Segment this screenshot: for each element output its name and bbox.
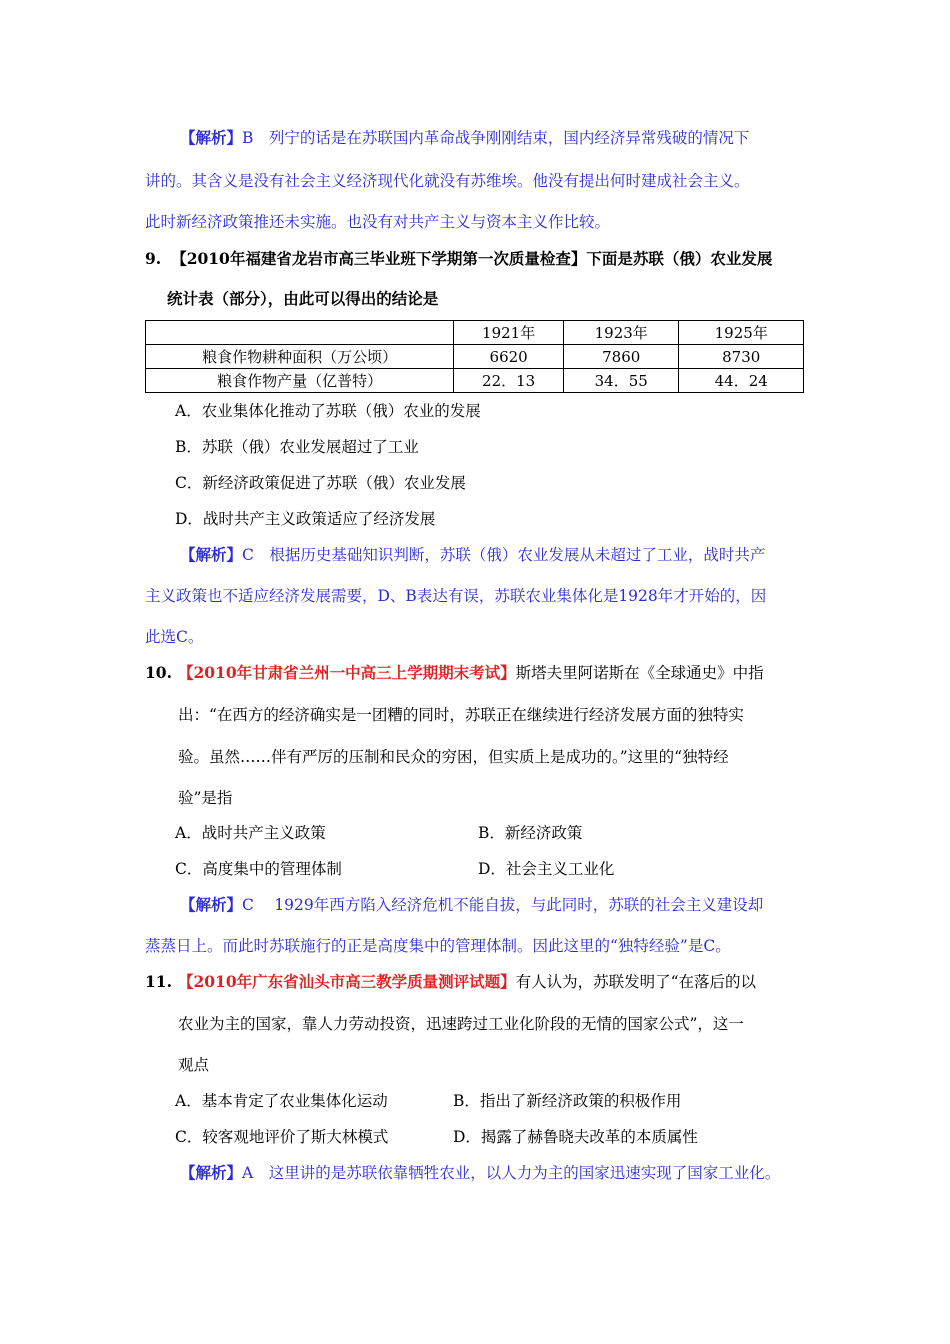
q8-analysis-line-1 xyxy=(180,126,749,148)
table-cell: 粮食作物耕种面积（万公顷） xyxy=(146,345,454,369)
table-cell: 22．13 xyxy=(454,369,564,393)
q11-option-d: D．揭露了赫鲁晓夫改革的本质属性 xyxy=(453,1128,698,1146)
q8-analysis-text: B 列宁的话是在苏联国内革命战争刚刚结束，国内经济异常残破的情况下 xyxy=(242,129,750,147)
table-cell: 44．24 xyxy=(679,369,804,393)
table-header-cell: 1925年 xyxy=(679,321,804,345)
table-cell: 8730 xyxy=(679,345,804,369)
q10-option-c: C．高度集中的管理体制 xyxy=(175,860,342,878)
q10-stem-line-4: 验”是指 xyxy=(178,789,233,807)
q9-analysis-line-3: 此选C。 xyxy=(145,628,204,646)
q11-number: 11. xyxy=(145,972,172,991)
q10-number: 10. xyxy=(145,663,172,682)
q10-analysis-tag: 【解析】 xyxy=(180,895,243,914)
q9-analysis-text: C 根据历史基础知识判断，苏联（俄）农业发展从未超过了工业，战时共产 xyxy=(242,546,766,564)
q8-analysis-line-2: 讲的。其含义是没有社会主义经济现代化就没有苏维埃。他没有提出何时建成社会主义。 xyxy=(145,172,750,190)
table-cell: 粮食作物产量（亿普特） xyxy=(146,369,454,393)
q10-option-d: D．社会主义工业化 xyxy=(478,860,615,878)
q9-stem-text: 下面是苏联（俄）农业发展 xyxy=(586,249,773,268)
q10-analysis-text: C 1929年西方陷入经济危机不能自拔，与此同时，苏联的社会主义建设却 xyxy=(242,896,764,914)
q10-analysis-line-1 xyxy=(180,893,763,915)
q9-stem-line-2: 统计表（部分），由此可以得出的结论是 xyxy=(167,289,439,308)
q9-stat-table xyxy=(145,320,804,393)
q10-option-a: A．战时共产主义政策 xyxy=(175,824,326,842)
q11-analysis-text: A 这里讲的是苏联依靠牺牲农业，以人力为主的国家迅速实现了国家工业化。 xyxy=(242,1164,781,1182)
q11-stem-line-1 xyxy=(145,970,756,992)
table-header-cell xyxy=(146,321,454,345)
q10-option-b: B．新经济政策 xyxy=(478,824,583,842)
q10-stem-line-3: 验。虽然……伴有严厉的压制和民众的穷困，但实质上是成功的。”这里的“独特经 xyxy=(178,748,729,766)
table-header-cell: 1923年 xyxy=(563,321,679,345)
q10-source: 【2010年甘肃省兰州一中高三上学期期末考试】 xyxy=(177,663,516,682)
q10-analysis-line-2: 蒸蒸日上。而此时苏联施行的正是高度集中的管理体制。因此这里的“独特经验”是C。 xyxy=(145,937,731,955)
table-row xyxy=(146,369,804,393)
q8-analysis-tag: 【解析】 xyxy=(180,128,243,147)
q9-option-a: A．农业集体化推动了苏联（俄）农业的发展 xyxy=(175,402,481,420)
q9-option-d: D．战时共产主义政策适应了经济发展 xyxy=(175,510,436,528)
q11-option-b: B．指出了新经济政策的积极作用 xyxy=(453,1092,682,1110)
q9-option-b: B．苏联（俄）农业发展超过了工业 xyxy=(175,438,419,456)
q11-analysis-line-1 xyxy=(180,1161,780,1183)
q8-analysis-line-3: 此时新经济政策推还未实施。也没有对共产主义与资本主义作比较。 xyxy=(145,213,611,231)
table-cell: 34．55 xyxy=(563,369,679,393)
q9-analysis-line-1 xyxy=(180,543,765,565)
q11-stem-line-3: 观点 xyxy=(178,1056,210,1074)
table-cell: 7860 xyxy=(563,345,679,369)
q11-option-c: C．较客观地评价了斯大林模式 xyxy=(175,1128,389,1146)
q9-option-c: C．新经济政策促进了苏联（俄）农业发展 xyxy=(175,474,466,492)
q9-stem-line-1 xyxy=(145,247,772,269)
q9-source: 【2010年福建省龙岩市高三毕业班下学期第一次质量检查】 xyxy=(171,249,587,268)
q11-stem-text: 有人认为，苏联发明了“在落后的以 xyxy=(515,973,757,991)
table-header-cell: 1921年 xyxy=(454,321,564,345)
q9-analysis-line-2: 主义政策也不适应经济发展需要，D、B表达有误，苏联农业集体化是1928年才开始的，因 xyxy=(145,587,767,605)
q9-analysis-tag: 【解析】 xyxy=(180,545,243,564)
table-cell: 6620 xyxy=(454,345,564,369)
table-header-row xyxy=(146,321,804,345)
q11-analysis-tag: 【解析】 xyxy=(180,1163,243,1182)
q10-stem-text: 斯塔夫里阿诺斯在《全球通史》中指 xyxy=(515,664,764,682)
q11-source: 【2010年广东省汕头市高三教学质量测评试题】 xyxy=(177,972,516,991)
q9-number: 9. xyxy=(145,249,162,268)
q10-stem-line-1 xyxy=(145,661,764,683)
q11-option-a: A．基本肯定了农业集体化运动 xyxy=(175,1092,388,1110)
q10-stem-line-2: 出：“在西方的经济确实是一团糟的同时，苏联正在继续进行经济发展方面的独特实 xyxy=(178,706,744,724)
q11-stem-line-2: 农业为主的国家，靠人力劳动投资，迅速跨过工业化阶段的无情的国家公式”，这一 xyxy=(178,1015,744,1033)
table-row xyxy=(146,345,804,369)
